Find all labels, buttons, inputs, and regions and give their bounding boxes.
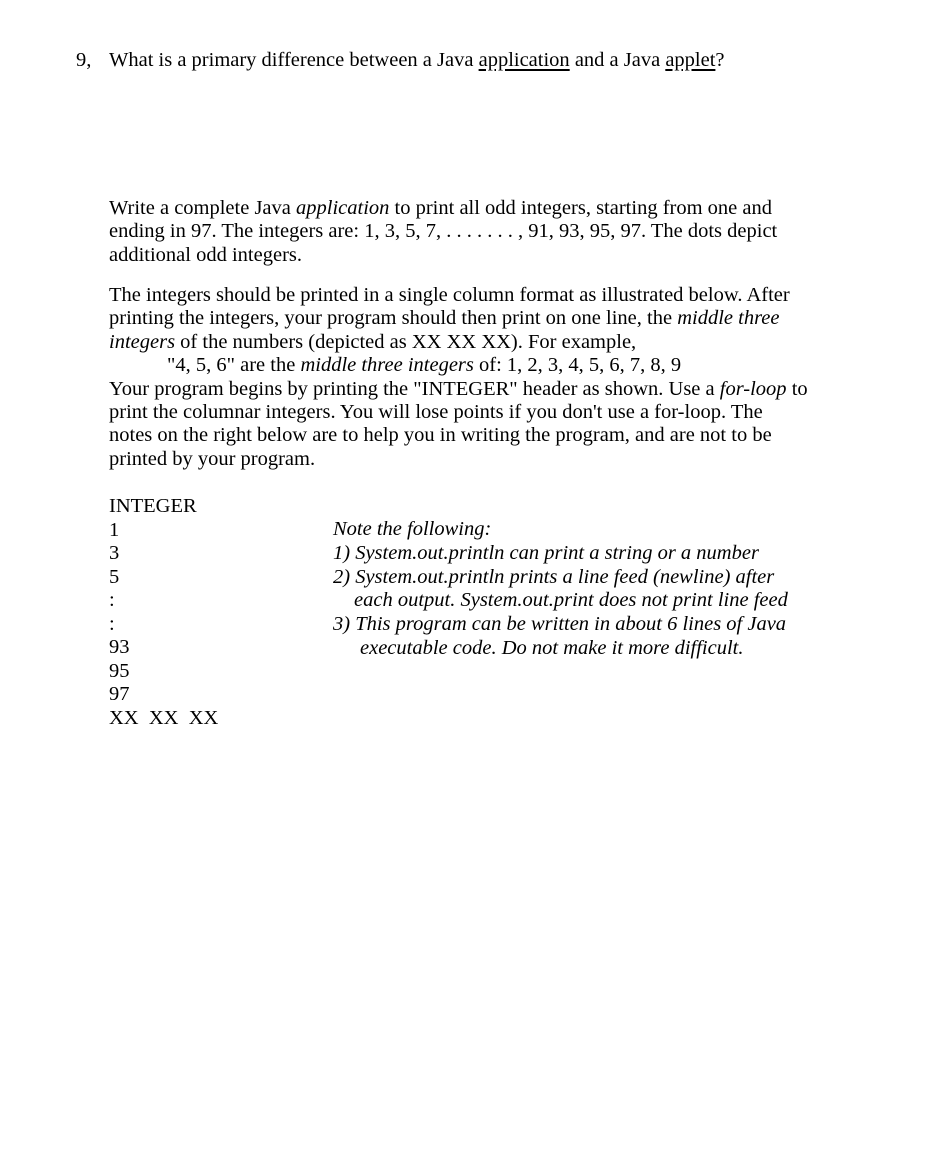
para1-l1-b: to print all odd integers, starting from one and [389, 197, 772, 219]
underlined-application: application [478, 49, 570, 71]
para2-line-1: The integers should be printed in a single column format as illustrated below. After [109, 284, 790, 306]
para1-l1-em: application [296, 197, 390, 219]
notes [333, 518, 788, 661]
output-line: 1 [109, 518, 120, 541]
para2-line-3 [109, 331, 869, 354]
para2-l4-a: "4, 5, 6" are the [167, 354, 301, 377]
output-middle-three: XX XX XX [109, 706, 219, 729]
para2-l5-b: to [786, 377, 808, 400]
para2-line-7: notes on the right below are to help you in writing the program, and are not to be [109, 424, 772, 447]
para2-l3-em: integers [109, 330, 176, 353]
note-1: 1) System.out.println can print a string or a number [333, 541, 759, 564]
note-2-continued: each output. System.out.print does not print line feed [354, 589, 788, 612]
para2-l5-a: Your program begins by printing the "INTEGER" header as shown. Use a [109, 377, 720, 400]
output-line: 5 [109, 565, 120, 588]
para2-l2-a: printing the integers, your program should then print on one line, the [109, 307, 678, 330]
note-3-continued: executable code. Do not make it more difficult. [360, 636, 744, 659]
output-line: 93 [109, 636, 130, 658]
para2-l5-em: for-loop [719, 377, 787, 400]
question-number: 9, [76, 49, 92, 71]
para2-line-6: print the columnar integers. You will lose points if you don't use a for-loop. The [109, 401, 763, 424]
instructions-paragraph-2 [109, 284, 869, 471]
para2-l4-em: middle three integers [300, 354, 474, 377]
sample-output [109, 495, 218, 730]
para2-l3-b: of the numbers (depicted as XX XX XX). For example, [175, 330, 637, 353]
note-2: 2) System.out.println prints a line feed (newline) after [333, 565, 775, 588]
para1-line-2: ending in 97. The integers are: 1, 3, 5, 7, . . . . . . . , 91, 93, 95, 97. The dots depict [109, 220, 778, 243]
question-9 [76, 47, 725, 73]
para1-line-3: additional odd integers. [109, 243, 302, 266]
output-line: : [109, 612, 115, 635]
para2-line-4-example [109, 354, 869, 377]
question-text-a: What is a primary difference between a Java [109, 49, 479, 71]
para1-line-1 [109, 197, 869, 220]
para2-line-2 [109, 307, 869, 330]
instructions-paragraph-1 [109, 197, 869, 267]
question-text-b: and a Java [569, 49, 666, 71]
output-header: INTEGER [109, 495, 197, 517]
underlined-applet: applet [665, 49, 716, 71]
output-line: 3 [109, 542, 120, 564]
para2-line-5 [109, 378, 869, 401]
para1-l1-a: Write a complete Java [109, 197, 297, 219]
output-line: 97 [109, 683, 130, 705]
notes-title: Note the following: [333, 518, 492, 540]
para2-l4-b: of: 1, 2, 3, 4, 5, 6, 7, 8, 9 [473, 354, 682, 377]
note-3: 3) This program can be written in about 6 lines of Java [333, 613, 787, 636]
output-line: : [109, 589, 115, 611]
para2-line-8: printed by your program. [109, 447, 316, 470]
output-line: 95 [109, 659, 130, 682]
para2-l2-em: middle three [677, 307, 780, 330]
question-text-c: ? [715, 49, 725, 71]
